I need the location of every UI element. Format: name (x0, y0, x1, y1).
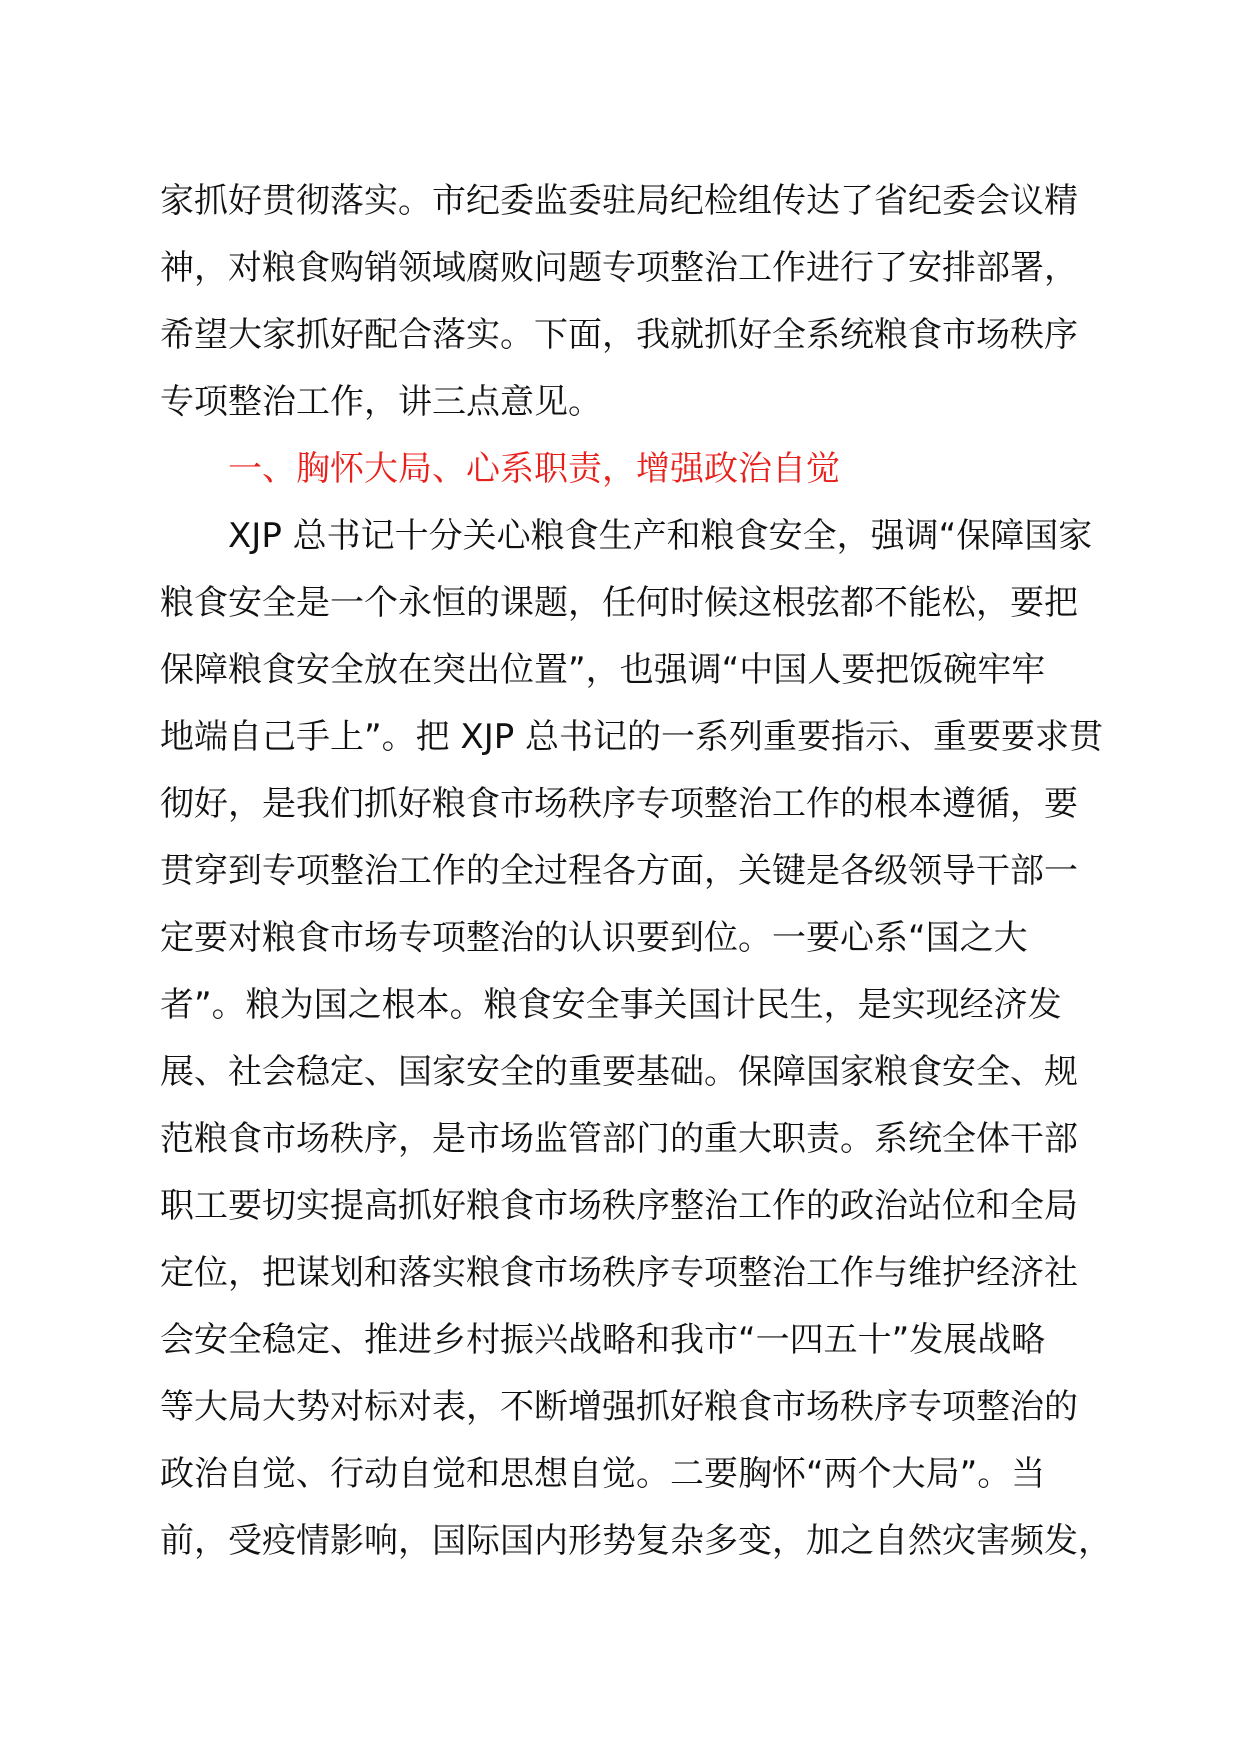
paragraph-line: 神，对粮食购销领域腐败问题专项整治工作进行了安排部署， (160, 248, 1078, 288)
paragraph-line: 贯穿到专项整治工作的全过程各方面，关键是各级领导干部一 (160, 851, 1078, 891)
paragraph-line: 会安全稳定、推进乡村振兴战略和我市“一四五十”发展战略 (160, 1320, 1046, 1360)
section-heading: 一、胸怀大局、心系职责，增强政治自觉 (228, 449, 840, 489)
paragraph-line: 定要对粮食市场专项整治的认识要到位。一要心系“国之大 (160, 918, 1028, 958)
paragraph-line: 范粮食市场秩序，是市场监管部门的重大职责。系统全体干部 (160, 1119, 1078, 1159)
paragraph-line: 政治自觉、行动自觉和思想自觉。二要胸怀“两个大局”。当 (160, 1454, 1046, 1494)
paragraph-line: 职工要切实提高抓好粮食市场秩序整治工作的政治站位和全局 (160, 1186, 1078, 1226)
document-body (160, 168, 1112, 1575)
paragraph-line: XJP 总书记十分关心粮食生产和粮食安全，强调“保障国家 (228, 516, 1093, 556)
paragraph-line: 希望大家抓好配合落实。下面，我就抓好全系统粮食市场秩序 (160, 315, 1078, 355)
paragraph-line: 前，受疫情影响，国际国内形势复杂多变，加之自然灾害频发， (160, 1521, 1112, 1561)
paragraph-line: 保障粮食安全放在突出位置”，也强调“中国人要把饭碗牢牢 (160, 650, 1046, 690)
paragraph-line: 彻好，是我们抓好粮食市场秩序专项整治工作的根本遵循，要 (160, 784, 1078, 824)
paragraph-line: 展、社会稳定、国家安全的重要基础。保障国家粮食安全、规 (160, 1052, 1078, 1092)
paragraph-line: 家抓好贯彻落实。市纪委监委驻局纪检组传达了省纪委会议精 (160, 181, 1078, 221)
paragraph-line: 者”。粮为国之根本。粮食安全事关国计民生，是实现经济发 (160, 985, 1062, 1025)
paragraph-line: 专项整治工作，讲三点意见。 (160, 382, 602, 422)
paragraph-line: 粮食安全是一个永恒的课题，任何时候这根弦都不能松，要把 (160, 583, 1078, 623)
paragraph-line: 等大局大势对标对表，不断增强抓好粮食市场秩序专项整治的 (160, 1387, 1078, 1427)
paragraph-line: 定位，把谋划和落实粮食市场秩序专项整治工作与维护经济社 (160, 1253, 1078, 1293)
paragraph-line: 地端自己手上”。把 XJP 总书记的一系列重要指示、重要要求贯 (160, 717, 1104, 757)
